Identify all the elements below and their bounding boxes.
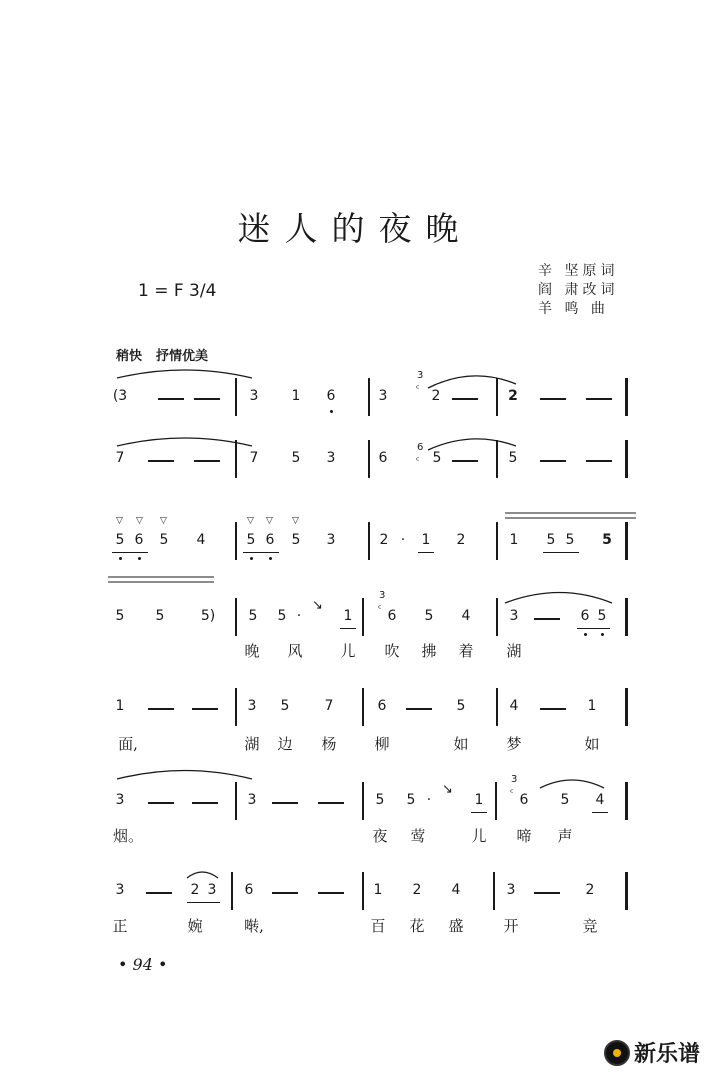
note: 5 [291, 450, 301, 466]
note: 3 [326, 532, 336, 548]
accent-icon: ▽ [266, 516, 273, 526]
accent-icon: ▽ [247, 516, 254, 526]
key-signature: 1 = F 3/4 [138, 281, 217, 301]
note: 5 [246, 532, 256, 548]
note: 5) [200, 608, 216, 624]
composer-credit: 羊 鸣 曲 [538, 301, 609, 317]
note: 2 [508, 388, 518, 404]
note: 5 [159, 532, 169, 548]
lyric: 杨 [321, 735, 337, 753]
lyricist-credit: 辛 坚原词 [538, 263, 619, 279]
note: 5 [248, 608, 258, 624]
slur [117, 771, 252, 780]
grace-note: 3 [417, 370, 424, 381]
note: 2 [431, 388, 441, 404]
note: 1 [587, 698, 597, 714]
note: 5 [375, 792, 385, 808]
note: 1 [343, 608, 353, 624]
record-icon [604, 1040, 630, 1066]
grace-note: 3 [379, 590, 386, 601]
note: 1 [474, 792, 484, 808]
note: 2 [412, 882, 422, 898]
slur [428, 376, 516, 388]
note: 7 [115, 450, 125, 466]
lyric: 婉 [187, 917, 203, 935]
lyric: 百 [370, 917, 386, 935]
lyric: 儿 [471, 827, 487, 845]
note: 3 [506, 882, 516, 898]
slur [117, 438, 252, 446]
accent-icon: ▽ [292, 516, 299, 526]
lyric: 面, [118, 735, 138, 753]
note: 5 [602, 532, 612, 548]
lyric: 边 [277, 735, 293, 753]
note: 4 [509, 698, 519, 714]
note: (3 [112, 388, 128, 404]
note: 3 [115, 792, 125, 808]
note: 3 [115, 882, 125, 898]
note: 3 [247, 698, 257, 714]
tie [187, 872, 218, 878]
lyric: 儿 [340, 642, 356, 660]
lyric: 着 [458, 642, 474, 660]
note: 5 [546, 532, 556, 548]
lyric: 柳 [374, 735, 390, 753]
lyric: 声 [557, 827, 573, 845]
note: 5 [291, 532, 301, 548]
dotted-note-dot: · [426, 792, 432, 808]
note: 4 [595, 792, 605, 808]
breath-arrow-icon: ↘ [442, 782, 453, 797]
note: 6 [387, 608, 397, 624]
note: 3 [378, 388, 388, 404]
note: 3 [509, 608, 519, 624]
note: 5 [155, 608, 165, 624]
accent-icon: ▽ [160, 516, 167, 526]
note: 4 [196, 532, 206, 548]
lyric: 风 [287, 642, 303, 660]
grace-ornament-icon: ᶜ [510, 788, 514, 799]
note: 6 [244, 882, 254, 898]
note: 5 [424, 608, 434, 624]
dotted-note-dot: · [296, 608, 302, 624]
note: 5 [277, 608, 287, 624]
dotted-note-dot: · [400, 532, 406, 548]
lyric: 梦 [506, 735, 522, 753]
note: 5 [508, 450, 518, 466]
lyric: 晚 [244, 642, 260, 660]
lyric: 正 [112, 917, 128, 935]
note: 5 [115, 532, 125, 548]
lyric: 啭, [244, 917, 264, 935]
note: 1 [421, 532, 431, 548]
grace-ornament-icon: ᶜ [416, 456, 420, 467]
grace-ornament-icon: ᶜ [416, 384, 420, 395]
song-title: 迷人的夜晚 [237, 209, 473, 248]
lyric: 竞 [582, 917, 598, 935]
lyric: 烟。 [112, 827, 144, 845]
slur [428, 439, 516, 450]
watermark-logo [604, 1037, 700, 1068]
note: 1 [115, 698, 125, 714]
note: 3 [249, 388, 259, 404]
lyric: 湖 [244, 735, 260, 753]
tempo-expression: 抒情优美 [156, 349, 209, 364]
lyric: 莺 [410, 827, 426, 845]
note: 5 [432, 450, 442, 466]
note: 7 [324, 698, 334, 714]
accent-icon: ▽ [116, 516, 123, 526]
slur [505, 593, 612, 604]
lyric: 如 [584, 735, 600, 753]
watermark-text: 新乐谱 [633, 1042, 700, 1067]
grace-note: 6 [417, 442, 424, 453]
note: 5 [565, 532, 575, 548]
accent-icon: ▽ [136, 516, 143, 526]
lyric: 开 [503, 917, 519, 935]
note: 2 [456, 532, 466, 548]
note: 4 [451, 882, 461, 898]
note: 5 [560, 792, 570, 808]
note: 1 [373, 882, 383, 898]
lyric: 盛 [448, 917, 464, 935]
lyric: 拂 [421, 642, 437, 660]
note: 1 [509, 532, 519, 548]
note: 3 [247, 792, 257, 808]
grace-ornament-icon: ᶜ [378, 604, 382, 615]
note: 2 [379, 532, 389, 548]
note: 2 [585, 882, 595, 898]
lyric: 如 [453, 735, 469, 753]
note: 6 [326, 388, 336, 404]
note: 3 [207, 882, 217, 898]
grace-note: 3 [511, 774, 518, 785]
note: 6 [519, 792, 529, 808]
note: 6 [378, 450, 388, 466]
note: 1 [291, 388, 301, 404]
note: 5 [597, 608, 607, 624]
tempo-speed: 稍快 [116, 349, 143, 364]
note: 5 [406, 792, 416, 808]
note: 6 [265, 532, 275, 548]
note: 6 [580, 608, 590, 624]
note: 4 [461, 608, 471, 624]
lyric: 湖 [506, 642, 522, 660]
page-number: • 94 • [118, 955, 168, 974]
note: 5 [280, 698, 290, 714]
slur [117, 370, 252, 378]
note: 7 [249, 450, 259, 466]
note: 3 [326, 450, 336, 466]
slur [540, 780, 604, 788]
note: 5 [115, 608, 125, 624]
lyric: 吹 [384, 642, 400, 660]
lyric: 啼 [516, 827, 532, 845]
lyric: 花 [409, 917, 425, 935]
reviser-credit: 阎 肃改词 [538, 282, 619, 298]
note: 2 [190, 882, 200, 898]
note: 6 [134, 532, 144, 548]
breath-arrow-icon: ↘ [312, 598, 323, 613]
note: 6 [377, 698, 387, 714]
lyric: 夜 [372, 827, 388, 845]
note: 5 [456, 698, 466, 714]
